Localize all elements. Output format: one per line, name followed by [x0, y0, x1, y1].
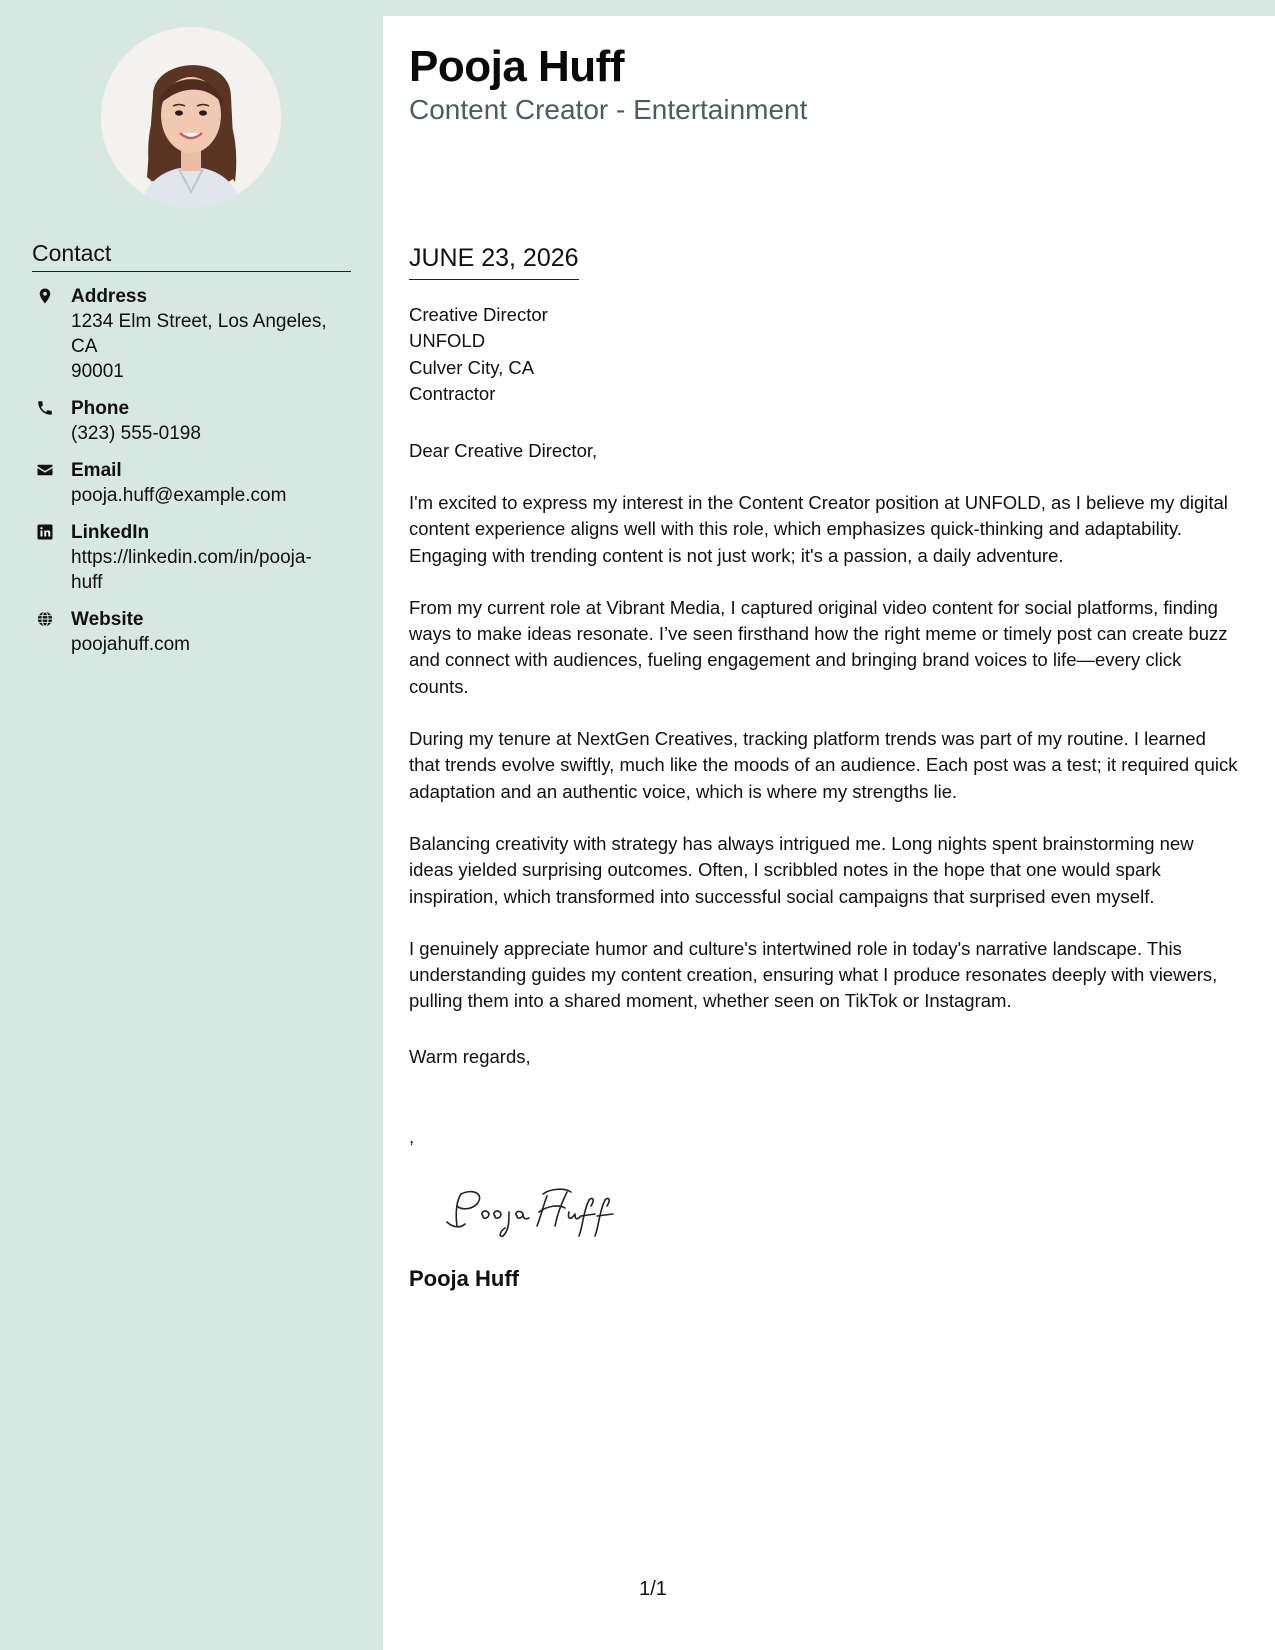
- page-number: 1/1: [639, 1578, 667, 1600]
- address-line-1: 1234 Elm Street, Los Angeles, CA: [71, 311, 327, 357]
- body-paragraph: From my current role at Vibrant Media, I captured original video content for social platforms, finding ways to make ideas resonate. I’ve seen firsthand how the right meme or timely post can create buzz and connect with audiences, fueling engagement and bringing brand voices to life—every click counts.: [409, 596, 1228, 697]
- body-paragraph: During my tenure at NextGen Creatives, tracking platform trends was part of my routine. I learned that trends evolve swiftly, much like the moods of an audience. Each post was a test; it required quick adaptation and an authentic voice, which is where my strengths lie.: [409, 728, 1238, 802]
- envelope-icon: [36, 461, 54, 479]
- phone-value[interactable]: (323) 555-0198: [71, 423, 201, 444]
- greeting: Dear Creative Director,: [409, 440, 598, 461]
- letter-date: JUNE 23, 2026: [409, 244, 579, 280]
- applicant-role: Content Creator - Entertainment: [409, 94, 808, 125]
- contact-address: [32, 284, 352, 384]
- website-link[interactable]: poojahuff.com: [71, 634, 191, 655]
- contact-linkedin: [32, 520, 352, 595]
- contact-phone: [32, 396, 352, 446]
- contact-label: Email: [71, 460, 122, 481]
- globe-icon: [36, 610, 54, 628]
- contact-website: [32, 607, 352, 657]
- letter-body: [409, 490, 1239, 1041]
- map-pin-icon: [36, 287, 54, 305]
- body-paragraph: I genuinely appreciate humor and culture's intertwined role in today's narrative landscape. This understanding guides my content creation, ensuring what I produce resonates deeply with viewers, pulling them into a shared moment, whether seen on TikTok or Instagram.: [409, 937, 1218, 1012]
- contact-label: Website: [71, 609, 144, 630]
- letter-page: [383, 16, 1275, 1650]
- sidebar: [0, 0, 383, 1650]
- contact-label: Address: [71, 286, 148, 307]
- profile-photo: [101, 27, 281, 207]
- recipient-line: Creative Director: [409, 304, 548, 325]
- recipient-line: UNFOLD: [409, 330, 486, 352]
- email-link[interactable]: pooja.huff@example.com: [71, 485, 287, 506]
- signature-image: [443, 1182, 643, 1242]
- body-paragraph: Balancing creativity with strategy has always intrigued me. Long nights spent brainstorming new ideas yielded surprising outcomes. Often, I scribbled notes in the hope that one would spark inspiration, which transformed into successful social campaigns that surprised even myself.: [409, 832, 1194, 907]
- comma-line: ,: [409, 1126, 415, 1147]
- linkedin-link-line-1[interactable]: https://linkedin.com/in/pooja-: [71, 547, 312, 568]
- contact-label: LinkedIn: [71, 522, 150, 543]
- phone-icon: [36, 399, 54, 417]
- body-paragraph: I'm excited to express my interest in the Content Creator position at UNFOLD, as I believe my digital content experience aligns well with this role, which emphasizes quick-thinking and adaptability. Engaging with trending content is not just work; it's a passion, a daily adventure.: [409, 492, 1228, 566]
- applicant-name: Pooja Huff: [409, 42, 624, 91]
- address-line-2: 90001: [71, 361, 124, 382]
- contact-email: [32, 458, 352, 508]
- recipient-line: Contractor: [409, 382, 496, 404]
- contact-list: [32, 284, 352, 669]
- linkedin-icon: [36, 523, 54, 541]
- portrait-photo: [101, 27, 281, 207]
- contact-heading: Contact: [32, 240, 351, 272]
- contact-label: Phone: [71, 398, 130, 419]
- closing: Warm regards,: [409, 1046, 531, 1067]
- linkedin-link-line-2[interactable]: huff: [71, 572, 103, 593]
- recipient-line: Culver City, CA: [409, 356, 535, 378]
- recipient-block: [409, 302, 548, 407]
- signed-name: Pooja Huff: [409, 1266, 519, 1291]
